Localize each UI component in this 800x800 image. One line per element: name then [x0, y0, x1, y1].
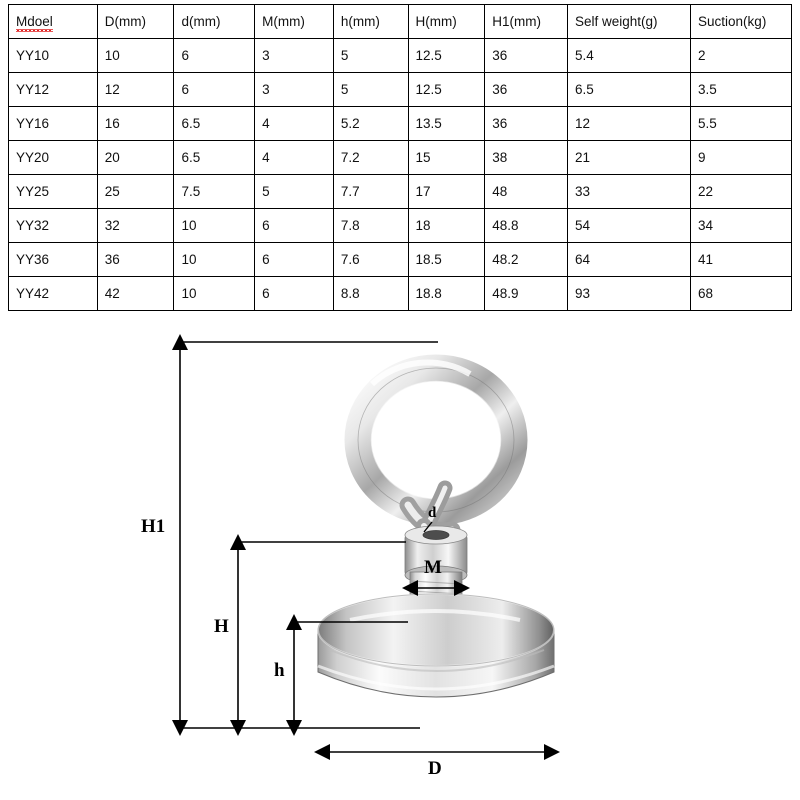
cell-h: 8.8	[333, 277, 408, 311]
cell-H: 13.5	[408, 107, 485, 141]
cell-H: 12.5	[408, 39, 485, 73]
cell-self-weight: 12	[567, 107, 690, 141]
cell-H1: 48.9	[485, 277, 568, 311]
cell-suction: 22	[691, 175, 792, 209]
cell-H: 18.5	[408, 243, 485, 277]
cell-suction: 41	[691, 243, 792, 277]
cell-suction: 5.5	[691, 107, 792, 141]
label-D: D	[428, 758, 442, 779]
magnet-disc	[318, 594, 554, 697]
cell-H: 12.5	[408, 73, 485, 107]
cell-D: 32	[97, 209, 174, 243]
product-illustration	[318, 362, 554, 697]
table-row	[9, 277, 792, 311]
cell-model: YY32	[9, 209, 98, 243]
cell-H: 15	[408, 141, 485, 175]
cell-h: 7.2	[333, 141, 408, 175]
cell-D: 20	[97, 141, 174, 175]
cell-d: 10	[174, 277, 255, 311]
column-header-self-weight: Self weight(g)	[567, 5, 690, 39]
label-M: M	[424, 557, 442, 578]
cell-self-weight: 33	[567, 175, 690, 209]
table-row	[9, 73, 792, 107]
cell-model: YY42	[9, 277, 98, 311]
column-header-d: d(mm)	[174, 5, 255, 39]
cell-H1: 48.8	[485, 209, 568, 243]
table-header	[9, 5, 792, 39]
spec-table-container	[8, 4, 792, 311]
cell-H1: 36	[485, 73, 568, 107]
cell-suction: 34	[691, 209, 792, 243]
cell-d: 6.5	[174, 107, 255, 141]
cell-M: 4	[255, 107, 334, 141]
cell-M: 6	[255, 243, 334, 277]
cell-H: 18	[408, 209, 485, 243]
misspelled-header-text: Mdoel	[16, 14, 53, 29]
dimension-diagram	[0, 320, 800, 800]
label-H: H	[214, 616, 229, 637]
cell-d: 7.5	[174, 175, 255, 209]
cell-suction: 3.5	[691, 73, 792, 107]
cell-M: 6	[255, 277, 334, 311]
column-header-M: M(mm)	[255, 5, 334, 39]
cell-D: 36	[97, 243, 174, 277]
table-body	[9, 39, 792, 311]
cell-h: 5	[333, 39, 408, 73]
column-header-H: H(mm)	[408, 5, 485, 39]
column-header-suction: Suction(kg)	[691, 5, 792, 39]
cell-H: 17	[408, 175, 485, 209]
table-row	[9, 243, 792, 277]
cell-d: 6.5	[174, 141, 255, 175]
cell-self-weight: 64	[567, 243, 690, 277]
cell-d: 10	[174, 243, 255, 277]
cell-suction: 68	[691, 277, 792, 311]
cell-D: 25	[97, 175, 174, 209]
cell-h: 7.8	[333, 209, 408, 243]
cell-D: 42	[97, 277, 174, 311]
cell-h: 7.6	[333, 243, 408, 277]
cell-M: 3	[255, 73, 334, 107]
column-header-model	[9, 5, 98, 39]
cell-self-weight: 5.4	[567, 39, 690, 73]
cell-h: 7.7	[333, 175, 408, 209]
label-d: d	[428, 505, 437, 521]
table-row	[9, 107, 792, 141]
cell-H1: 48.2	[485, 243, 568, 277]
cell-H1: 36	[485, 107, 568, 141]
cell-model: YY16	[9, 107, 98, 141]
cell-suction: 2	[691, 39, 792, 73]
cell-D: 12	[97, 73, 174, 107]
cell-D: 16	[97, 107, 174, 141]
cell-d: 6	[174, 73, 255, 107]
diagram-svg	[0, 320, 800, 800]
cell-h: 5	[333, 73, 408, 107]
cell-model: YY20	[9, 141, 98, 175]
table-row	[9, 209, 792, 243]
cell-model: YY12	[9, 73, 98, 107]
label-h: h	[274, 660, 285, 681]
label-H1: H1	[141, 516, 166, 537]
cell-D: 10	[97, 39, 174, 73]
column-header-H1: H1(mm)	[485, 5, 568, 39]
specification-table	[8, 4, 792, 311]
cell-M: 6	[255, 209, 334, 243]
cell-d: 10	[174, 209, 255, 243]
cell-H1: 38	[485, 141, 568, 175]
table-row	[9, 39, 792, 73]
cell-H1: 48	[485, 175, 568, 209]
cell-H1: 36	[485, 39, 568, 73]
table-header-row	[9, 5, 792, 39]
cell-self-weight: 6.5	[567, 73, 690, 107]
cell-d: 6	[174, 39, 255, 73]
cell-h: 5.2	[333, 107, 408, 141]
column-header-D: D(mm)	[97, 5, 174, 39]
cell-model: YY36	[9, 243, 98, 277]
cell-suction: 9	[691, 141, 792, 175]
cell-self-weight: 93	[567, 277, 690, 311]
table-row	[9, 141, 792, 175]
cell-model: YY10	[9, 39, 98, 73]
cell-M: 3	[255, 39, 334, 73]
column-header-h: h(mm)	[333, 5, 408, 39]
cell-M: 5	[255, 175, 334, 209]
cell-self-weight: 21	[567, 141, 690, 175]
cell-self-weight: 54	[567, 209, 690, 243]
eye-ring	[358, 362, 514, 512]
cell-model: YY25	[9, 175, 98, 209]
cell-M: 4	[255, 141, 334, 175]
table-row	[9, 175, 792, 209]
cell-H: 18.8	[408, 277, 485, 311]
